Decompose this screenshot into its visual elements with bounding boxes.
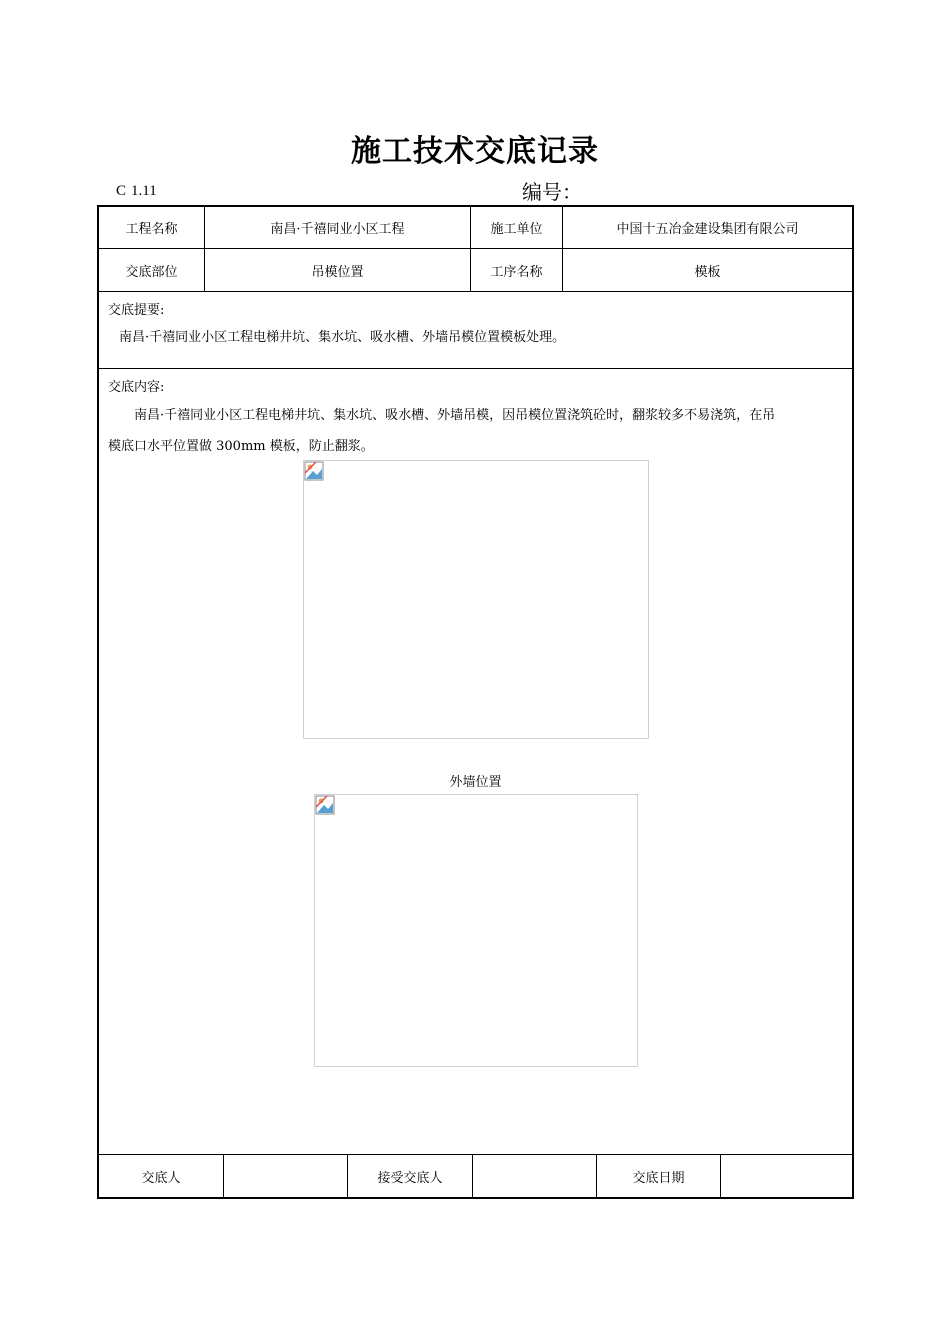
project-name-value: 南昌·千禧同业小区工程 — [270, 222, 405, 237]
part-label: 交底部位 — [125, 264, 178, 280]
record-table — [97, 205, 854, 1199]
receiver-value[interactable] — [473, 1155, 596, 1197]
discloser-value[interactable] — [224, 1155, 347, 1197]
construction-unit-label: 施工单位 — [490, 222, 543, 237]
date-label: 交底日期 — [632, 1170, 685, 1186]
content-label: 交底内容: — [108, 380, 165, 395]
process-label: 工序名称 — [490, 264, 543, 280]
number-label: 编号： — [522, 180, 582, 204]
process-value: 模板 — [694, 264, 721, 280]
document-title: 施工技术交底记录 — [351, 134, 599, 169]
date-value[interactable] — [721, 1155, 852, 1197]
broken-image-icon — [315, 795, 335, 815]
formwork-image-1 — [303, 460, 649, 739]
content-line-1: 南昌·千禧同业小区工程电梯井坑、集水坑、吸水槽、外墙吊模，因吊模位置浇筑砼时，翻浆较多不易浇筑，在吊 — [134, 408, 776, 423]
broken-image-icon — [304, 461, 324, 481]
part-value: 吊模位置 — [311, 264, 364, 280]
document-code — [116, 178, 157, 201]
project-name-label: 工程名称 — [125, 222, 178, 237]
row-divider — [99, 291, 852, 292]
code-prefix: C — [116, 183, 127, 199]
discloser-label: 交底人 — [141, 1170, 181, 1186]
construction-unit-value: 中国十五冶金建设集团有限公司 — [616, 222, 799, 237]
code-suffix-number: 1.11 — [131, 183, 157, 199]
content-line-2: 模底口水平位置做 300mm 模板，防止翻浆。 — [108, 439, 374, 454]
receiver-label: 接受交底人 — [377, 1170, 443, 1186]
row-divider — [99, 368, 852, 369]
image-caption: 外墙位置 — [449, 775, 502, 790]
summary-label: 交底提要: — [108, 303, 165, 318]
summary-text: 南昌·千禧同业小区工程电梯井坑、集水坑、吸水槽、外墙吊模位置模板处理。 — [119, 330, 566, 345]
formwork-image-2 — [314, 794, 638, 1067]
